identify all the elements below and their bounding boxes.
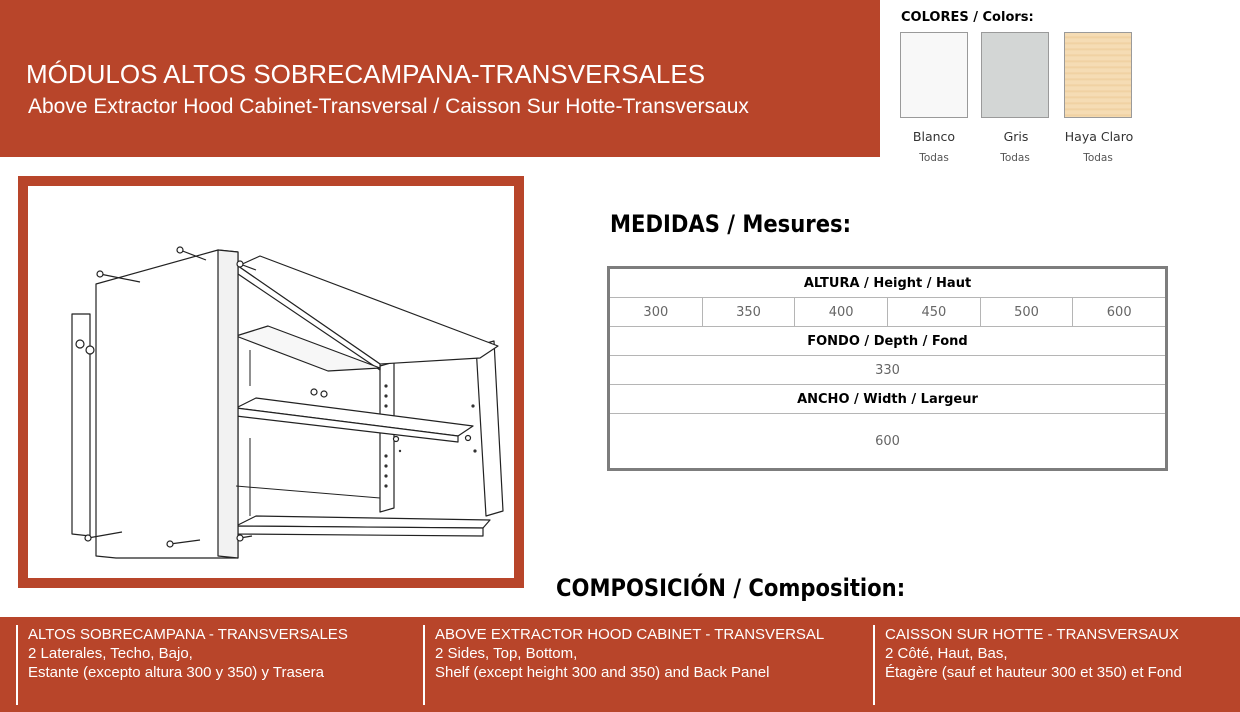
composition-line: 2 Sides, Top, Bottom, xyxy=(435,645,578,662)
fondo-value: 330 xyxy=(610,356,1165,385)
swatch-sublabel: Todas xyxy=(1000,152,1030,164)
ancho-header: ANCHO / Width / Largeur xyxy=(610,385,1165,414)
composition-line: Estante (excepto altura 300 y 350) y Trasera xyxy=(28,664,324,681)
altura-value: 400 xyxy=(795,298,888,326)
composition-line: CAISSON SUR HOTTE - TRANSVERSAUX xyxy=(885,626,1179,643)
altura-header: ALTURA / Height / Haut xyxy=(610,269,1165,298)
composition-line: 2 Côté, Haut, Bas, xyxy=(885,645,1008,662)
composition-column-es xyxy=(16,625,348,705)
composition-line: 2 Laterales, Techo, Bajo, xyxy=(28,645,193,662)
composition-footer xyxy=(0,617,1240,712)
swatch-label: Haya Claro xyxy=(1064,129,1134,144)
swatch-blanco[interactable] xyxy=(900,32,968,118)
altura-values-row xyxy=(610,298,1165,327)
altura-value: 500 xyxy=(981,298,1074,326)
colors-title: COLORES / Colors: xyxy=(901,10,1034,25)
altura-value: 350 xyxy=(703,298,796,326)
composition-column-en xyxy=(423,625,824,705)
cabinet-exploded-icon xyxy=(28,186,514,578)
medidas-title: MEDIDAS / Mesures: xyxy=(610,210,852,238)
composition-line: Shelf (except height 300 and 350) and Back Panel xyxy=(435,664,770,681)
page-title: MÓDULOS ALTOS SOBRECAMPANA-TRANSVERSALES xyxy=(26,59,706,89)
swatch-sublabel: Todas xyxy=(1083,152,1113,164)
composition-column-fr xyxy=(873,625,1182,705)
composition-title: COMPOSICIÓN / Composition: xyxy=(556,574,906,602)
swatch-gris[interactable] xyxy=(981,32,1049,118)
altura-value: 300 xyxy=(610,298,703,326)
altura-value: 600 xyxy=(1106,304,1132,320)
page-subtitle: Above Extractor Hood Cabinet-Transversal / Caisson Sur Hotte-Transversaux xyxy=(28,95,749,118)
fondo-header: FONDO / Depth / Fond xyxy=(610,327,1165,356)
diagram-frame xyxy=(18,176,524,588)
altura-value: 450 xyxy=(888,298,981,326)
composition-line: Étagère (sauf et hauteur 300 et 350) et Fond xyxy=(885,664,1182,681)
dimensions-table xyxy=(607,266,1168,471)
header-band xyxy=(0,0,880,157)
swatch-sublabel: Todas xyxy=(919,152,949,164)
cabinet-diagram xyxy=(28,186,514,578)
swatch-label: Gris xyxy=(1003,129,1029,144)
colors-panel xyxy=(884,0,1240,175)
composition-line: ABOVE EXTRACTOR HOOD CABINET - TRANSVERSAL xyxy=(435,626,825,643)
ancho-value: 600 xyxy=(875,433,900,449)
swatch-haya-claro[interactable] xyxy=(1064,32,1132,118)
swatch-label: Blanco xyxy=(912,129,956,144)
composition-line: ALTOS SOBRECAMPANA - TRANSVERSALES xyxy=(28,626,348,643)
